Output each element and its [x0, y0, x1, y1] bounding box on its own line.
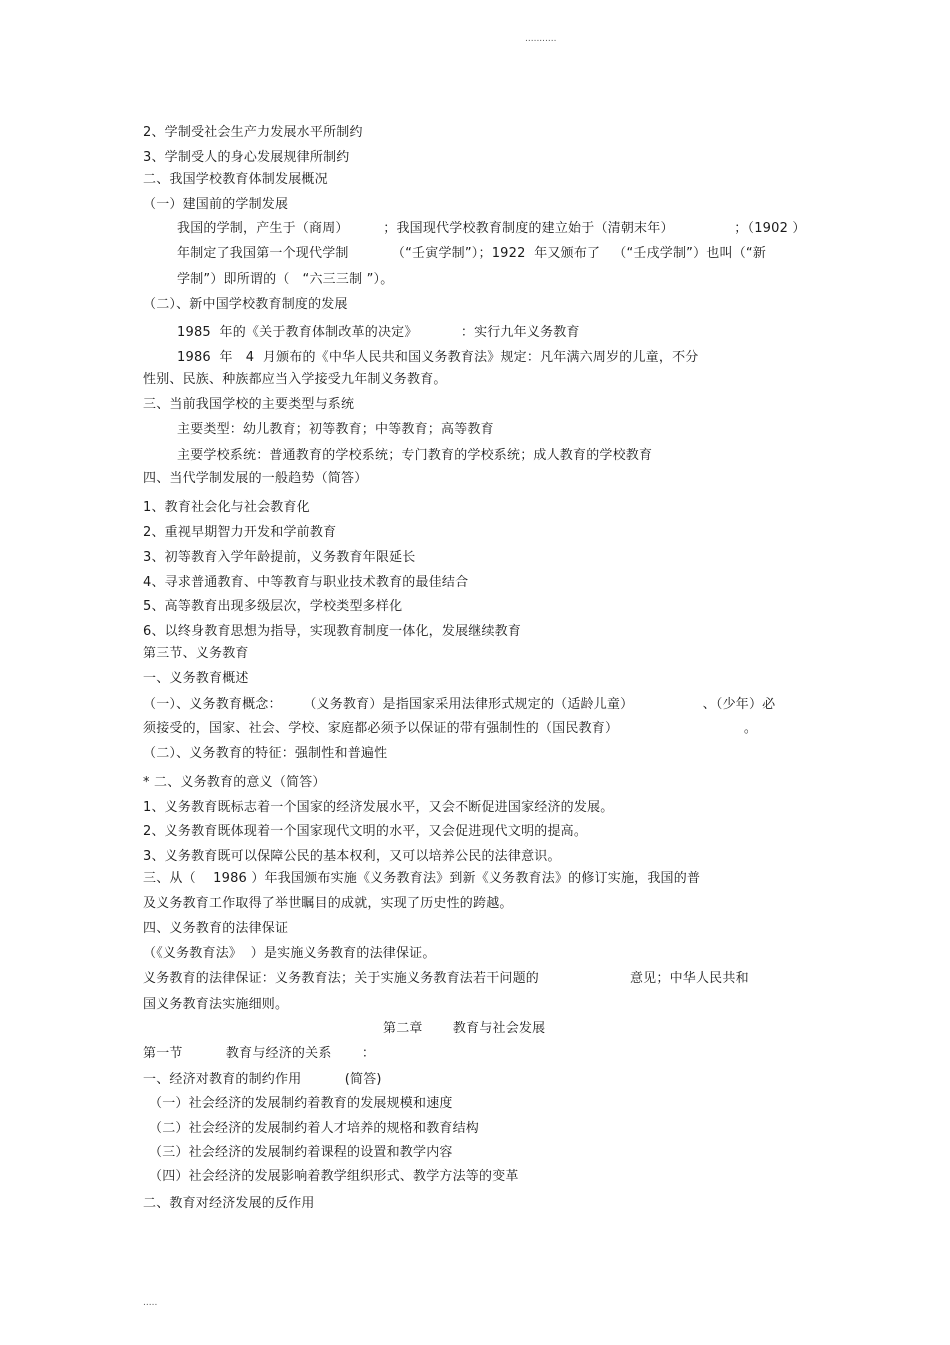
text-line: 主要类型：幼儿教育；初等教育；中等教育；高等教育: [177, 422, 494, 437]
text-line: 2、义务教育既体现着一个国家现代文明的水平，又会促进现代文明的提高。: [143, 824, 588, 839]
text-line: （一）社会经济的发展制约着教育的发展规模和速度: [149, 1096, 453, 1111]
text-line: 2、重视早期智力开发和学前教育: [143, 525, 337, 540]
text-line: 2、学制受社会生产力发展水平所制约: [143, 125, 363, 140]
text-line: 1、教育社会化与社会教育化: [143, 500, 310, 515]
text-line: 一、义务教育概述: [143, 671, 249, 686]
text-line: 1986 年 4 月颁布的《中华人民共和国义务教育法》规定：凡年满六周岁的儿童，不分: [177, 350, 699, 365]
text-line: 三、当前我国学校的主要类型与系统: [143, 397, 355, 412]
text-line: 四、义务教育的法律保证: [143, 921, 289, 936]
text-line: （二）、新中国学校教育制度的发展: [143, 297, 348, 312]
text-line: 三、从（ 1986 ）年我国颁布实施《义务教育法》到新《义务教育法》的修订实施，我国的普: [143, 871, 701, 886]
text-line: * 二、义务教育的意义（简答）: [143, 775, 326, 790]
text-line: 5、高等教育出现多级层次，学校类型多样化: [143, 599, 403, 614]
chapter-title: 第二章 教育与社会发展: [383, 1021, 546, 1036]
text-line: 二、教育对经济发展的反作用: [143, 1196, 315, 1211]
text-line: 学制”）即所谓的（ “六三三制 ”）。: [177, 272, 394, 287]
text-line: 国义务教育法实施细则。: [143, 997, 289, 1012]
section-heading: 第一节 教育与经济的关系 ：: [143, 1046, 376, 1061]
text-line: 3、初等教育入学年龄提前，义务教育年限延长: [143, 550, 416, 565]
text-line: 4、寻求普通教育、中等教育与职业技术教育的最佳结合: [143, 575, 469, 590]
text-line: 我国的学制，产生于（商周） ；我国现代学校教育制度的建立始于（清朝末年） ；（1902 ）: [177, 221, 806, 236]
text-line: 四、当代学制发展的一般趋势（简答）: [143, 471, 368, 486]
text-line: （一）建国前的学制发展: [143, 197, 289, 212]
text-line: （二）、义务教育的特征：强制性和普遍性: [143, 746, 388, 761]
text-line: 年制定了我国第一个现代学制 （“壬寅学制”）；1922 年又颁布了 （“壬戌学制”）也叫（“新: [177, 246, 767, 261]
footer-dots: .....: [143, 1298, 158, 1308]
text-line: 性别、民族、种族都应当入学接受九年制义务教育。: [143, 372, 447, 387]
text-line: 及义务教育工作取得了举世瞩目的成就，实现了历史性的跨越。: [143, 896, 513, 911]
text-line: 义务教育的法律保证：义务教育法；关于实施义务教育法若干问题的 意见；中华人民共和: [143, 971, 749, 986]
text-line: 须接受的，国家、社会、学校、家庭都必须予以保证的带有强制性的（国民教育） 。: [143, 721, 758, 736]
text-line: （四）社会经济的发展影响着教学组织形式、教学方法等的变革: [149, 1169, 519, 1184]
text-line: （一）、义务教育概念： （义务教育）是指国家采用法律形式规定的（适龄儿童） 、（少年）必: [143, 697, 776, 712]
text-line: 3、义务教育既可以保障公民的基本权利，又可以培养公民的法律意识。: [143, 849, 561, 864]
text-line: （《义务教育法》 ）是实施义务教育的法律保证。: [143, 946, 436, 961]
header-dots: ...........: [525, 34, 557, 44]
text-line: 一、经济对教育的制约作用 (简答): [143, 1072, 382, 1087]
text-line: 1985 年的《关于教育体制改革的决定》 ：实行九年义务教育: [177, 325, 580, 340]
text-line: 6、以终身教育思想为指导，实现教育制度一体化，发展继续教育: [143, 624, 522, 639]
text-line: （三）社会经济的发展制约着课程的设置和教学内容: [149, 1145, 453, 1160]
text-line: 二、我国学校教育体制发展概况: [143, 172, 328, 187]
text-line: 3、学制受人的身心发展规律所制约: [143, 150, 350, 165]
text-line: 1、义务教育既标志着一个国家的经济发展水平，又会不断促进国家经济的发展。: [143, 800, 614, 815]
text-line: 主要学校系统：普通教育的学校系统；专门教育的学校系统；成人教育的学校教育: [177, 448, 653, 463]
section-heading: 第三节、义务教育: [143, 646, 249, 661]
text-line: （二）社会经济的发展制约着人才培养的规格和教育结构: [149, 1121, 480, 1136]
